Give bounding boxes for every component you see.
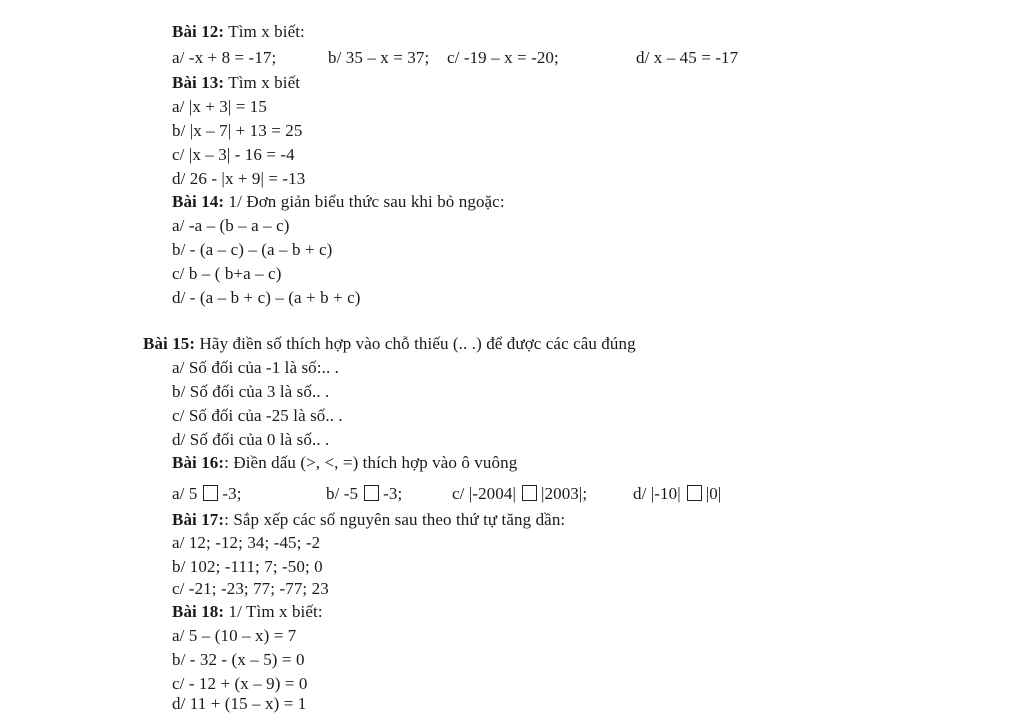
item-b-right: -3; (383, 484, 403, 503)
exercise-14-item-b: b/ - (a – c) – (a – b + c) (172, 240, 333, 259)
exercise-13-heading (172, 73, 300, 93)
exercise-13-item-c: c/ |x – 3| - 16 = -4 (172, 145, 295, 164)
item-b-left: b/ -5 (326, 484, 359, 503)
exercise-18-item-d: d/ 11 + (15 – x) = 1 (172, 694, 307, 713)
exercise-12-heading (172, 22, 305, 42)
exercise-12-item-c: c/ -19 – x = -20; (447, 48, 559, 67)
exercise-18-prompt: 1/ Tìm x biết: (228, 602, 323, 621)
exercise-17-item-b: b/ 102; -111; 7; -50; 0 (172, 557, 323, 576)
exercise-12-item-a: a/ -x + 8 = -17; (172, 48, 277, 67)
exercise-13-item-b: b/ |x – 7| + 13 = 25 (172, 121, 303, 140)
item-c-left: c/ |-2004| (452, 484, 516, 503)
exercise-14-heading (172, 192, 505, 212)
exercise-13-item-a: a/ |x + 3| = 15 (172, 97, 267, 116)
exercise-16-item-c (452, 484, 587, 504)
exercise-17-heading (172, 510, 565, 530)
exercise-14-item-a: a/ -a – (b – a – c) (172, 216, 290, 235)
exercise-17-item-c: c/ -21; -23; 77; -77; 23 (172, 579, 329, 598)
exercise-15-item-b: b/ Số đối của 3 là số.. . (172, 382, 330, 401)
exercise-17-prompt: : Sắp xếp các số nguyên sau theo thứ tự tăng dần: (224, 510, 566, 529)
exercise-15-prompt: Hãy điền số thích hợp vào chỗ thiếu (.. .) để được các câu đúng (199, 334, 636, 353)
exercise-15-heading (143, 334, 636, 354)
exercise-15-item-a: a/ Số đối của -1 là số:.. . (172, 358, 340, 377)
exercise-16-title: Bài 16: (172, 453, 225, 472)
item-d-left: d/ |-10| (633, 484, 681, 503)
exercise-18-item-b: b/ - 32 - (x – 5) = 0 (172, 650, 305, 669)
exercise-14-prompt: 1/ Đơn giản biểu thức sau khi bỏ ngoặc: (228, 192, 505, 211)
exercise-17-item-a: a/ 12; -12; 34; -45; -2 (172, 533, 321, 552)
exercise-14-item-d: d/ - (a – b + c) – (a + b + c) (172, 288, 361, 307)
exercise-16-item-d (633, 484, 721, 504)
exercise-13-prompt: Tìm x biết (228, 73, 301, 92)
exercise-15-title: Bài 15: (143, 334, 196, 353)
exercise-18-item-c: c/ - 12 + (x – 9) = 0 (172, 674, 308, 693)
item-a-left: a/ 5 (172, 484, 198, 503)
exercise-12-title: Bài 12: (172, 22, 225, 41)
exercise-12-item-b: b/ 35 – x = 37; (328, 48, 430, 67)
exercise-13-title: Bài 13: (172, 73, 225, 92)
exercise-16-prompt: : Điền dấu (>, <, =) thích hợp vào ô vuông (224, 453, 518, 472)
answer-box[interactable] (687, 485, 702, 501)
exercise-12-item-d: d/ x – 45 = -17 (636, 48, 739, 67)
exercise-17-title: Bài 17: (172, 510, 225, 529)
exercise-18-heading (172, 602, 323, 622)
exercise-12-prompt: Tìm x biết: (228, 22, 305, 41)
exercise-16-item-a (172, 484, 242, 504)
exercise-16-item-b (326, 484, 402, 504)
item-d-right: |0| (705, 484, 722, 503)
answer-box[interactable] (203, 485, 218, 501)
exercise-18-item-a: a/ 5 – (10 – x) = 7 (172, 626, 297, 645)
exercise-16-heading (172, 453, 517, 473)
exercise-18-title: Bài 18: (172, 602, 225, 621)
exercise-15-item-c: c/ Số đối của -25 là số.. . (172, 406, 343, 425)
answer-box[interactable] (522, 485, 537, 501)
exercise-13-item-d: d/ 26 - |x + 9| = -13 (172, 169, 306, 188)
exercise-14-item-c: c/ b – ( b+a – c) (172, 264, 282, 283)
item-c-right: |2003|; (541, 484, 588, 503)
item-a-right: -3; (222, 484, 242, 503)
answer-box[interactable] (364, 485, 379, 501)
exercise-14-title: Bài 14: (172, 192, 225, 211)
exercise-15-item-d: d/ Số đối của 0 là số.. . (172, 430, 330, 449)
